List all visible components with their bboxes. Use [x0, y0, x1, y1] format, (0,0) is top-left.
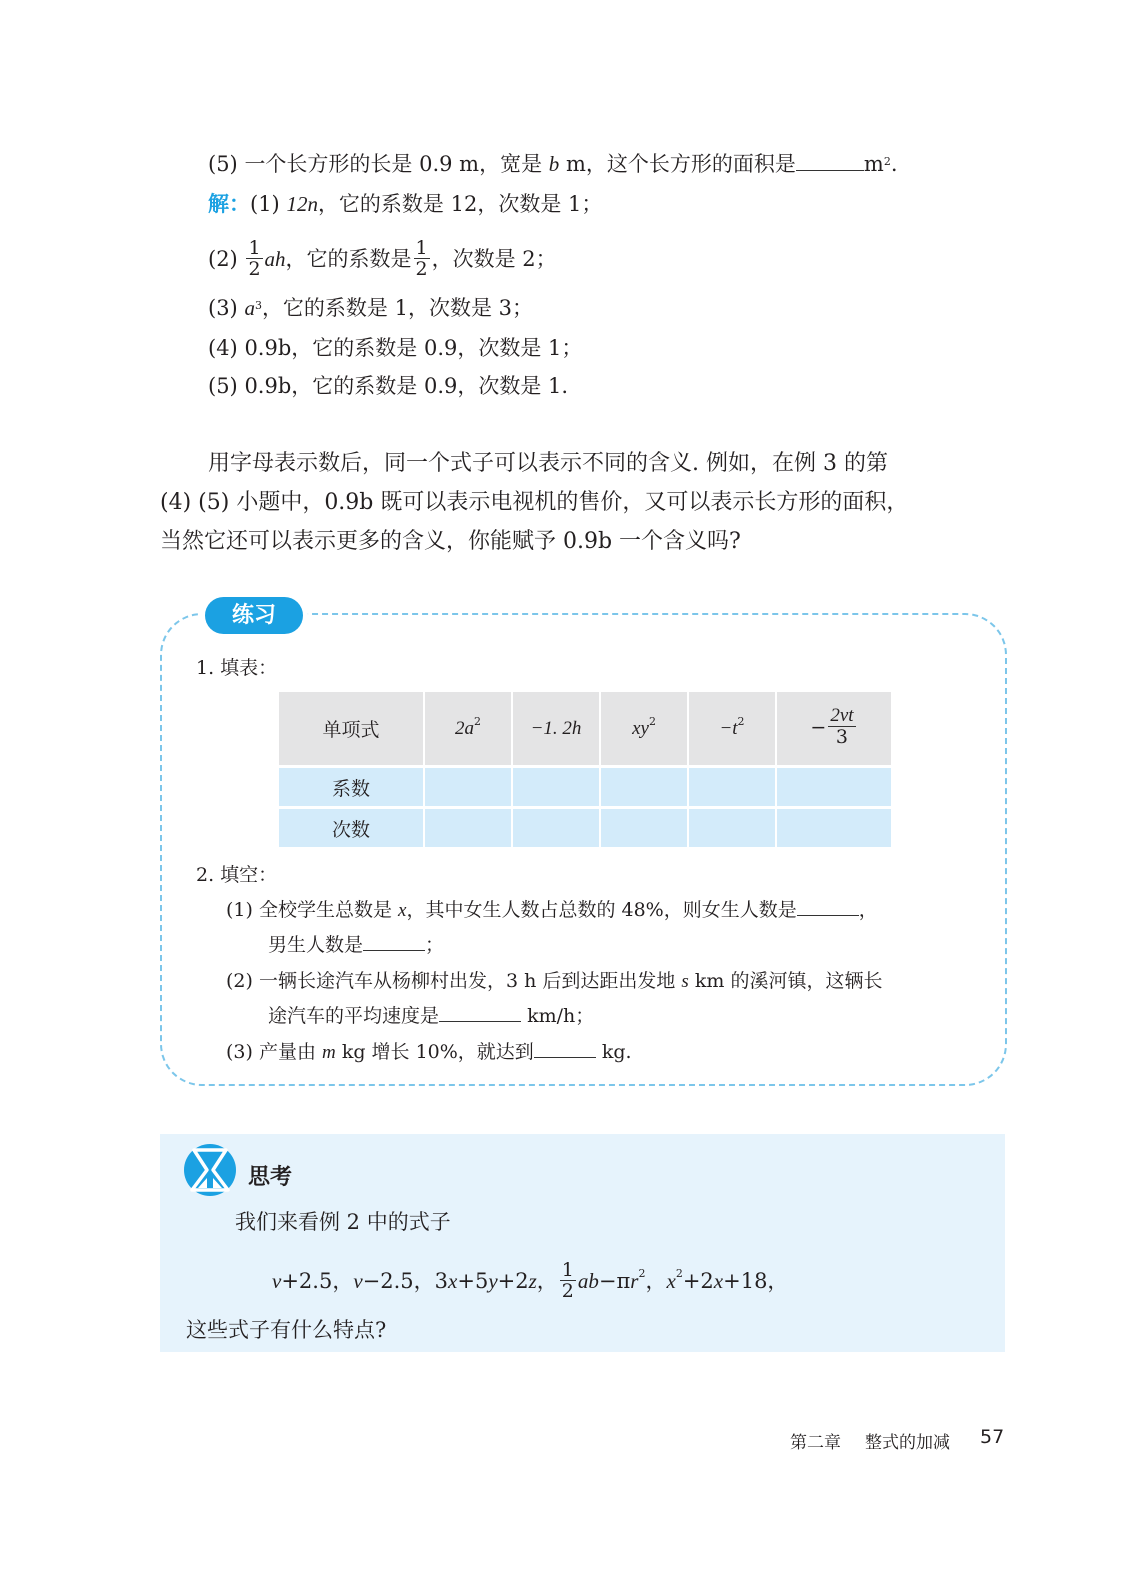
expr: r — [630, 1269, 639, 1293]
expr: v — [272, 1269, 282, 1293]
expr: ， — [536, 1269, 558, 1293]
footer-chapter-title: 整式的加减 — [865, 1433, 950, 1453]
sup: 2 — [474, 715, 481, 728]
text: ，其中女生人数占总数的 48%，则女生人数是 — [406, 899, 797, 921]
answer-blank[interactable] — [534, 1039, 596, 1058]
expr: −t — [719, 718, 738, 739]
text: 全校学生总数是 — [258, 899, 392, 921]
table-cell — [689, 692, 775, 768]
exercise-2-item-1-line-2 — [268, 932, 444, 958]
denominator: 3 — [835, 726, 848, 748]
unit-sup: 2 — [883, 155, 891, 168]
expr: 0.9b — [244, 336, 292, 360]
answer-cell[interactable] — [777, 809, 891, 850]
answer-cell[interactable] — [425, 809, 511, 850]
numerator: 2vt — [830, 705, 854, 726]
paragraph-line: 用字母表示数后，同一个式子可以表示不同的含义. 例如，在例 3 的第 — [208, 451, 888, 476]
answer-blank[interactable] — [797, 897, 859, 916]
text: 产量由 — [258, 1041, 316, 1063]
expr: v — [353, 1269, 363, 1293]
item-label: (1) — [250, 192, 280, 216]
paragraph-line: 当然它还可以表示更多的含义，你能赋予 0.9b 一个含义吗? — [160, 529, 741, 554]
solution-1 — [208, 190, 602, 218]
hourglass-icon — [184, 1144, 236, 1196]
solution-2 — [208, 237, 557, 281]
numerator: 1 — [248, 237, 261, 259]
fraction — [828, 706, 855, 747]
think-title: 思考 — [248, 1165, 293, 1190]
think-intro: 我们来看例 2 中的式子 — [235, 1210, 451, 1234]
text: ，它的系数是 0.9，次数是 1； — [291, 336, 583, 360]
answer-cell[interactable] — [689, 768, 775, 809]
table-row — [279, 809, 891, 850]
text: 男生人数是 — [268, 934, 364, 956]
body-paragraph — [160, 444, 1010, 561]
answer-cell[interactable] — [513, 768, 599, 809]
expr: x — [713, 1269, 724, 1293]
text: ，它的系数是 12，次数是 1； — [317, 192, 603, 216]
expr: +18， — [723, 1269, 789, 1293]
answer-blank[interactable] — [796, 152, 864, 171]
item-label: (5) — [208, 374, 238, 398]
think-question: 这些式子有什么特点? — [186, 1318, 387, 1342]
text: 一个长方形的长是 0.9 m，宽是 — [244, 152, 543, 176]
text: kg. — [601, 1041, 632, 1063]
exercise-2-title: 2. 填空： — [196, 864, 278, 886]
denominator: 2 — [415, 258, 428, 280]
row-header: 单项式 — [279, 692, 423, 768]
fraction — [414, 238, 430, 279]
table-row — [279, 768, 891, 809]
text: 途汽车的平均速度是 — [268, 1005, 440, 1027]
expr: z — [528, 1269, 537, 1293]
expr: xy — [632, 718, 649, 739]
expr: ab — [577, 1269, 599, 1293]
var: s — [681, 971, 689, 992]
sup: 2 — [648, 715, 656, 728]
sup: 2 — [737, 715, 745, 728]
item-label: (3) — [208, 296, 238, 320]
expr: 2a — [455, 718, 474, 739]
answer-cell[interactable] — [689, 809, 775, 850]
solution-label: 解： — [208, 192, 250, 216]
row-header: 次数 — [279, 809, 423, 850]
text: ，次数是 2； — [431, 247, 557, 271]
exercise-1-title: 1. 填表： — [196, 657, 278, 679]
fraction — [560, 1260, 576, 1301]
fraction — [246, 238, 262, 279]
item-label: (2) — [226, 970, 253, 992]
answer-cell[interactable] — [425, 768, 511, 809]
exercise-2-item-2-line-2 — [268, 1003, 594, 1029]
answer-cell[interactable] — [513, 809, 599, 850]
expr: −2.5，3 — [362, 1269, 449, 1293]
expr: −1. 2h — [530, 718, 582, 739]
numerator: 1 — [415, 237, 428, 259]
expr: +2 — [682, 1269, 714, 1293]
sign: − — [810, 716, 827, 739]
solution-4 — [208, 334, 582, 362]
var: m — [322, 1042, 336, 1063]
sup: 2 — [675, 1267, 683, 1280]
denominator: 2 — [248, 258, 261, 280]
sup: 2 — [638, 1267, 646, 1280]
unit: m — [863, 152, 884, 176]
solution-5 — [208, 372, 568, 400]
fill-table — [277, 692, 893, 850]
question-5 — [208, 150, 898, 178]
text: 一辆长途汽车从杨柳村出发，3 h 后到达距出发地 — [258, 970, 676, 992]
expr: −π — [598, 1269, 631, 1293]
footer-chapter: 第二章 — [790, 1433, 841, 1453]
expr: y — [488, 1269, 498, 1293]
text: ，它的系数是 1，次数是 3； — [261, 296, 534, 320]
text: kg 增长 10%，就达到 — [341, 1041, 534, 1063]
paragraph-line: (4) (5) 小题中，0.9b 既可以表示电视机的售价，又可以表示长方形的面积， — [160, 490, 909, 515]
expr: 12n — [286, 192, 318, 216]
table-cell — [513, 692, 599, 768]
item-label: (1) — [226, 899, 253, 921]
exercise-2-item-3 — [226, 1039, 632, 1066]
expr: 0.9b — [244, 374, 292, 398]
text: km 的溪河镇，这辆长 — [694, 970, 883, 992]
expr: +2 — [497, 1269, 529, 1293]
numerator: 1 — [561, 1259, 574, 1281]
solution-3 — [208, 294, 533, 322]
var: x — [398, 900, 407, 921]
text: m，这个长方形的面积是 — [565, 152, 796, 176]
expr: +5 — [457, 1269, 489, 1293]
table-cell — [601, 692, 687, 768]
answer-blank[interactable] — [363, 932, 425, 951]
text: ，它的系数是 — [285, 247, 412, 271]
expr: x — [666, 1269, 676, 1293]
table-row — [279, 692, 891, 768]
think-expressions — [272, 1259, 789, 1303]
text: km/h； — [527, 1005, 595, 1027]
exercise-2-item-2 — [226, 968, 882, 995]
practice-tag: 练习 — [205, 597, 303, 634]
text: ， — [858, 899, 878, 921]
denominator: 2 — [561, 1280, 574, 1302]
text: . — [890, 152, 898, 176]
item-label: (4) — [208, 336, 238, 360]
text: ，它的系数是 0.9，次数是 1. — [291, 374, 569, 398]
item-label: (2) — [208, 247, 238, 271]
item-label: (3) — [226, 1041, 253, 1063]
answer-cell[interactable] — [601, 768, 687, 809]
expr: a — [244, 296, 255, 320]
answer-cell[interactable] — [777, 768, 891, 809]
table-cell — [425, 692, 511, 768]
text: ； — [425, 934, 445, 956]
expr: +2.5， — [281, 1269, 354, 1293]
page-number: 57 — [980, 1426, 1005, 1448]
table-cell — [777, 692, 891, 768]
exercise-2-item-1 — [226, 897, 878, 924]
expr: ah — [264, 247, 286, 271]
expr: ， — [645, 1269, 667, 1293]
item-label: (5) — [208, 152, 238, 176]
expr: x — [448, 1269, 458, 1293]
row-header: 系数 — [279, 768, 423, 809]
answer-cell[interactable] — [601, 809, 687, 850]
sup: 3 — [254, 299, 262, 312]
answer-blank[interactable] — [439, 1003, 521, 1022]
var: b — [548, 152, 560, 176]
